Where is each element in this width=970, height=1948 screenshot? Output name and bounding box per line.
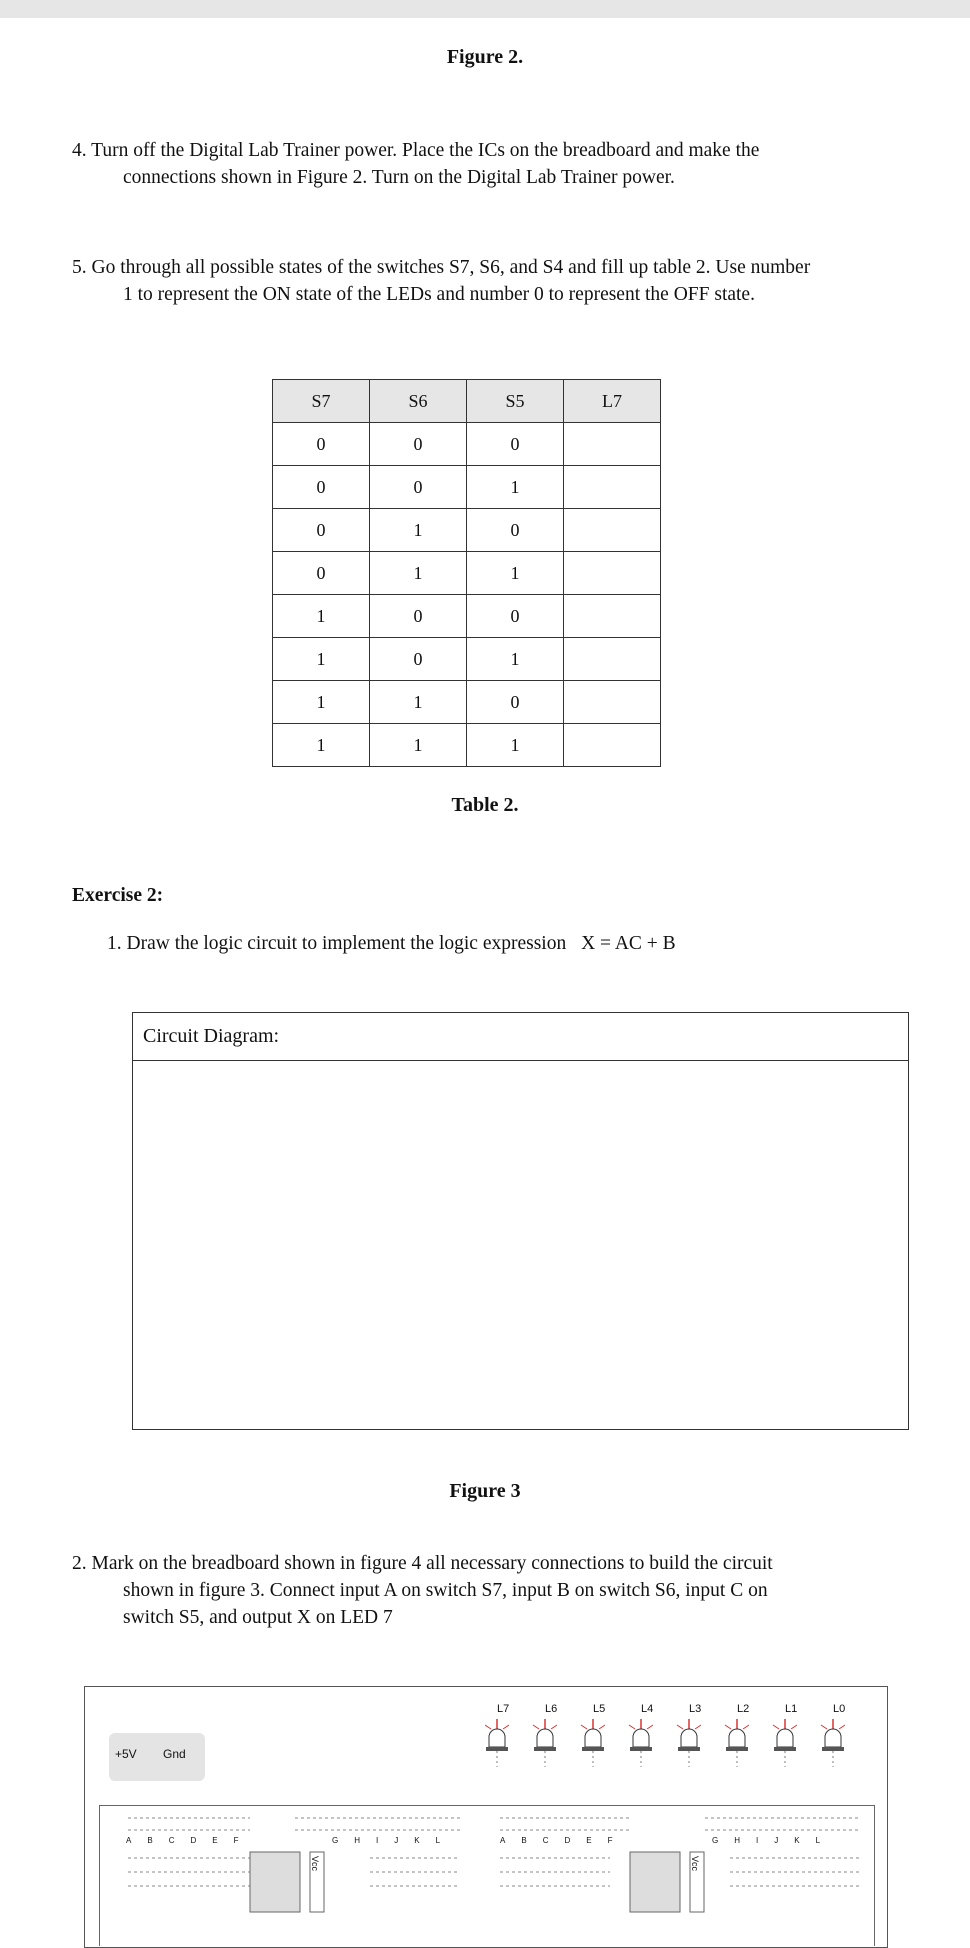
col-label: C — [542, 1836, 565, 1845]
col-label: E — [586, 1836, 608, 1845]
item2-line3: switch S5, and output X on LED 7 — [123, 1607, 393, 1628]
step4-paragraph — [72, 137, 952, 191]
table-cell-l7[interactable] — [564, 595, 661, 638]
truth-table — [272, 379, 661, 767]
exercise2-heading: Exercise 2: — [72, 885, 164, 906]
exercise2-item1 — [107, 930, 967, 957]
col-label: L — [435, 1836, 457, 1845]
led-icon — [485, 1719, 509, 1767]
figure2-caption: Figure 2. — [446, 46, 524, 68]
top-bar — [0, 0, 970, 18]
col-label: J — [394, 1836, 415, 1845]
table-cell: 0 — [273, 509, 370, 552]
table-cell: 1 — [370, 509, 467, 552]
power-plus-label: +5V — [115, 1747, 137, 1761]
header-s6: S6 — [370, 380, 467, 423]
step4-line1: 4. Turn off the Digital Lab Trainer power. Place the ICs on the breadboard and make the — [72, 140, 760, 161]
col-label: K — [794, 1836, 816, 1845]
table-cell: 1 — [273, 681, 370, 724]
col-label: G — [332, 1836, 355, 1845]
table-cell: 1 — [273, 724, 370, 767]
table-row — [273, 509, 661, 552]
col-label: F — [607, 1836, 629, 1845]
table-cell-l7[interactable] — [564, 638, 661, 681]
table-cell: 1 — [273, 638, 370, 681]
breadboard-holes — [100, 1806, 874, 1946]
circuit-diagram-box[interactable] — [132, 1012, 909, 1430]
breadboard-strip — [99, 1805, 875, 1946]
table-cell: 0 — [370, 638, 467, 681]
table-row — [273, 681, 661, 724]
table-cell: 1 — [370, 724, 467, 767]
power-gnd-label: Gnd — [163, 1747, 186, 1761]
led-icon — [725, 1719, 749, 1767]
table-cell: 1 — [370, 552, 467, 595]
header-s5: S5 — [467, 380, 564, 423]
breadboard-figure — [84, 1686, 888, 1948]
col-label: I — [376, 1836, 395, 1845]
led-label: L7 — [497, 1703, 510, 1715]
table-cell: 1 — [467, 724, 564, 767]
table-row — [273, 552, 661, 595]
led-label: L3 — [689, 1703, 702, 1715]
table-cell: 0 — [467, 681, 564, 724]
step5-paragraph — [72, 254, 962, 308]
table-cell-l7[interactable] — [564, 466, 661, 509]
item2-line1: 2. Mark on the breadboard shown in figure 4 all necessary connections to build the circuit — [72, 1553, 773, 1574]
led-icon — [773, 1719, 797, 1767]
step5-line1: 5. Go through all possible states of the switches S7, S6, and S4 and fill up table 2. Use number — [72, 257, 811, 278]
table-cell: 0 — [370, 423, 467, 466]
table-cell: 1 — [273, 595, 370, 638]
led-icon — [581, 1719, 605, 1767]
col-label: I — [756, 1836, 775, 1845]
truth-table-header-row — [273, 380, 661, 423]
table-row — [273, 638, 661, 681]
col-label: B — [521, 1836, 543, 1845]
col-label: D — [190, 1836, 213, 1845]
column-labels-right-b — [712, 1836, 836, 1845]
col-label: G — [712, 1836, 735, 1845]
table-row — [273, 595, 661, 638]
col-label: A — [500, 1836, 522, 1845]
header-s7: S7 — [273, 380, 370, 423]
table-row — [273, 466, 661, 509]
col-label: E — [212, 1836, 234, 1845]
vcc-label-right: Vcc — [690, 1856, 700, 1872]
col-label: A — [126, 1836, 148, 1845]
led-label: L2 — [737, 1703, 750, 1715]
step4-line2: connections shown in Figure 2. Turn on the Digital Lab Trainer power. — [123, 167, 675, 188]
table-row — [273, 423, 661, 466]
table-cell: 0 — [370, 595, 467, 638]
column-labels-mid — [332, 1836, 456, 1845]
col-label: F — [233, 1836, 255, 1845]
table-cell-l7[interactable] — [564, 724, 661, 767]
power-block — [109, 1733, 205, 1781]
col-label: C — [168, 1836, 191, 1845]
led-icon — [533, 1719, 557, 1767]
table-cell: 0 — [370, 466, 467, 509]
led-icon — [821, 1719, 845, 1767]
column-labels-right-a — [500, 1836, 628, 1845]
table-cell: 1 — [467, 552, 564, 595]
led-label: L1 — [785, 1703, 798, 1715]
item1-text: 1. Draw the logic circuit to implement the logic expression — [107, 933, 567, 954]
led-label: L4 — [641, 1703, 654, 1715]
figure3-caption: Figure 3 — [449, 1480, 521, 1502]
table-cell-l7[interactable] — [564, 509, 661, 552]
led-label: L0 — [833, 1703, 846, 1715]
led-row — [485, 1717, 875, 1777]
table-row — [273, 724, 661, 767]
table-cell-l7[interactable] — [564, 423, 661, 466]
led-label: L6 — [545, 1703, 558, 1715]
table-cell-l7[interactable] — [564, 552, 661, 595]
table-cell: 0 — [467, 423, 564, 466]
item2-line2: shown in figure 3. Connect input A on switch S7, input B on switch S6, input C on — [123, 1580, 768, 1601]
led-icon — [677, 1719, 701, 1767]
col-label: H — [734, 1836, 757, 1845]
col-label: K — [414, 1836, 436, 1845]
col-label: B — [147, 1836, 169, 1845]
table-cell: 1 — [467, 466, 564, 509]
table-cell: 0 — [273, 466, 370, 509]
step5-line2: 1 to represent the ON state of the LEDs and number 0 to represent the OFF state. — [123, 284, 755, 305]
header-l7: L7 — [564, 380, 661, 423]
circuit-diagram-label: Circuit Diagram: — [133, 1013, 908, 1061]
exercise2-item2 — [72, 1550, 952, 1631]
col-label: J — [774, 1836, 795, 1845]
table2-caption: Table 2. — [451, 794, 519, 816]
col-label: D — [564, 1836, 587, 1845]
col-label: L — [815, 1836, 837, 1845]
table-cell: 0 — [467, 595, 564, 638]
table-cell-l7[interactable] — [564, 681, 661, 724]
vcc-label-left: Vcc — [310, 1856, 320, 1872]
led-icon — [629, 1719, 653, 1767]
table-cell: 1 — [370, 681, 467, 724]
logic-expression: X = AC + B — [581, 933, 676, 954]
table-cell: 1 — [467, 638, 564, 681]
col-label: H — [354, 1836, 377, 1845]
column-labels-left — [126, 1836, 254, 1845]
table-cell: 0 — [467, 509, 564, 552]
table-cell: 0 — [273, 423, 370, 466]
led-label: L5 — [593, 1703, 606, 1715]
table-cell: 0 — [273, 552, 370, 595]
